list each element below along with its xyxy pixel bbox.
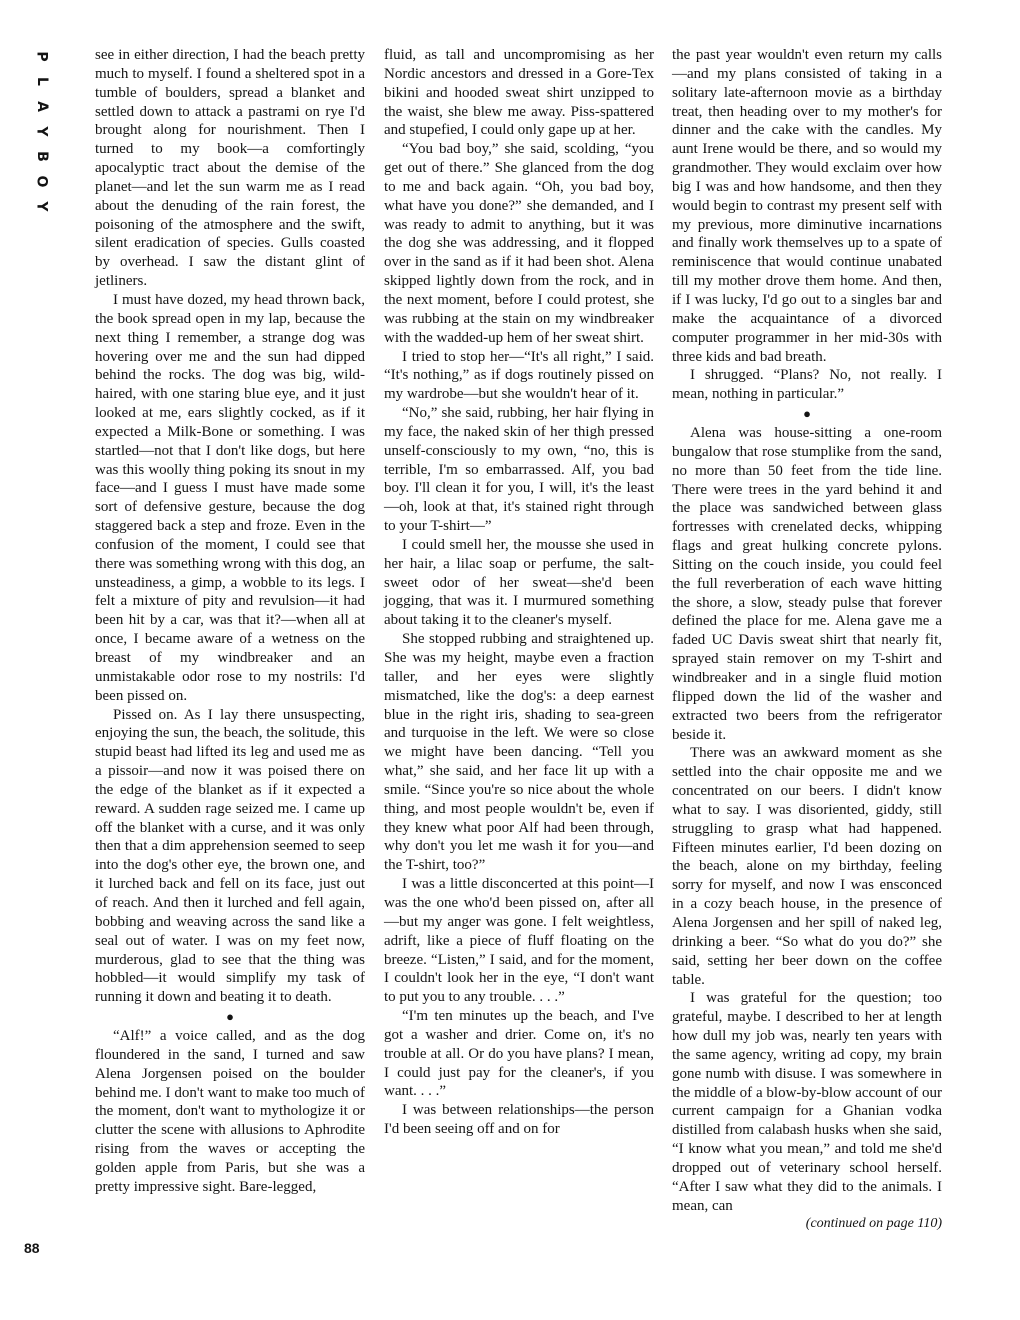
continued-note: (continued on page 110) (805, 1216, 942, 1232)
paragraph: I shrugged. “Plans? No, not really. I mean, nothing in particular.” (672, 367, 942, 403)
text-column-2 (384, 46, 654, 1139)
paragraph: fluid, as tall and uncompromising as her Nordic ancestors and dressed in a Gore-Tex bikini and hooded sweat shirt unzipped to the waist, she blew me away. Piss-spattered and stupefied, I could only gape up at her. (384, 47, 654, 139)
paragraph: “You bad boy,” she said, scolding, “you get out of there.” She glanced from the dog to me and back again. “Oh, you bad boy, what have you done?” she demanded, and I was ready to admit to anything, but it was the dog she was addressing, and it flopped over in the sand as if it had been shot. Alena skipped lightly down from the rock, and in the next moment, before I could protest, she was rubbing at the stain on my windbreaker with the wadded-up hem of her sweat shirt. (384, 141, 654, 346)
paragraph: There was an awkward moment as she settled into the chair opposite me and we concentrated on our beers. I didn't know what to say. I was disoriented, giddy, still struggling to grasp what had happened. Fifteen minutes earlier, I'd been dozing on the beach, alone on my birthday, feeling sorry for myself, and now I was ensconced in a cozy beach house, in the presence of Alena Jorgensen and her spill of naked leg, drinking a beer. “So what do you do?” she said, setting her beer down on the coffee table. (672, 745, 942, 988)
masthead-vertical (24, 44, 48, 219)
section-break-bullet: ● (803, 406, 811, 422)
paragraph: I must have dozed, my head thrown back, the book spread open in my lap, because the next thing I remember, a strange dog was hovering over me and the sun had dipped behind the rocks. The dog was big, wild-haired, with one staring blue eye, and it just looked at me, ears slightly cocked, as if it expected a Milk-Bone or something. I was startled—not that I don't like dogs, but here was this woolly thing poking its snout in my face—and I guess I must have made some sort of defensive gesture, because the dog staggered back a step and froze. Even in the confusion of the moment, I could see that there was something wrong with this dog, an unsteadiness, a gimp, a wobble to its legs. I felt a mixture of pity and revulsion—it had been hit by a car, was that it?—when all at once, I became aware of a wetness on the breast of my windbreaker and an unmistakable odor rose to my nostrils: I'd been pissed on. (95, 291, 365, 704)
masthead-letter: B (33, 151, 50, 162)
masthead-letter: O (33, 175, 50, 188)
paragraph: I was grateful for the question; too grateful, maybe. I described to her at length how dull my job was, nearly ten years with the same agency, writing ad copy, my brain gone numb with disuse. I was somewhere in the middle of a blow-by-blow account of our current campaign for a Ghanian vodka distilled from calabash husks when she said, “I know what you mean,” and told me she'd dropped out of veterinary school herself. “After I saw what they did to the animals. I mean, can (672, 990, 942, 1214)
paragraph: Pissed on. As I lay there unsuspecting, enjoying the sun, the beach, the solitude, this stupid beast had lifted its leg and used me as a pissoir—and now it was poised there on the edge of the blanket as if it expected a reward. A sudden rage seized me. I came up off the blanket with a curse, and it was only then that a dim apprehension seemed to seep into the dog's other eye, the brown one, and it lurched back and fell on its face, just out of reach. And then it lurched and fell again, bobbing and weaving across the sand like a seal out of water. I was on my feet now, murderous, glad to see that the thing was hobbled—it would simplify my task of running it down and beating it to death. (95, 706, 365, 1006)
masthead-letter: P (33, 51, 50, 62)
text-column-3 (672, 46, 942, 1234)
paragraph: She stopped rubbing and straightened up. She was my height, maybe even a fraction taller, and her eyes were slightly mismatched, like the dog's: a deep earnest blue in the right iris, shading to sea-green and turquoise in the left. We were so close we might have been dancing. “Tell you what,” she said, and her face lit up with a smile. “Since you're so nice about the whole thing, and most people wouldn't be, even if they knew what poor Alf had been through, why don't you let me wash it for you—and the T-shirt, too?” (384, 631, 654, 874)
paragraph: “Alf!” a voice called, and as the dog floundered in the sand, I turned and saw Alena Jorgensen poised on the boulder behind me. I don't want to make too much of the moment, don't want to mythologize it or clutter the scene with allusions to Aphrodite rising from the waves or accepting the golden apple from Paris, but she was a pretty impressive sight. Bare-legged, (95, 1028, 365, 1195)
section-break-bullet: ● (226, 1009, 234, 1025)
masthead-letter: Y (33, 126, 50, 137)
paragraph: I could smell her, the mousse she used in her hair, a lilac soap or perfume, the salt-sweet odor of her sweat—she'd been jogging, that was it. I murmured something about taking it to the cleaner's myself. (384, 536, 654, 629)
paragraph: “I'm ten minutes up the beach, and I've got a washer and drier. Come on, it's no trouble at all. Or do you have plans? I mean, I could just pay for the cleaner's, if you want. . . .” (384, 1008, 654, 1100)
paragraph: “No,” she said, rubbing, her hair flying in my face, the naked skin of her thigh pressed unself-consciously to my own, “no, this is terrible, I'm so embarrassed. Alf, you bad boy. I'll clean it for you, I will, it's the least—oh, look at that, it's stained right through to your T-shirt—” (384, 405, 654, 535)
masthead-letter: L (33, 77, 50, 86)
page-number: 88 (24, 1240, 40, 1256)
paragraph: Alena was house-sitting a one-room bungalow that rose stumplike from the sand, no more than 50 feet from the tide line. There were trees in the yard behind it and the place was sandwiched between glass fortresses with crenelated decks, whipping flags and great hulking concrete pylons. Sitting on the couch inside, you could feel the full reverberation of each wave hitting the shore, a slow, steady pulse that forever defined the place for me. Alena gave me a faded UC Davis sweat shirt that nearly fit, sprayed stain remover on my T-shirt and windbreaker and in a single fluid motion flipped down the lid of the washer and extracted two beers from the refrigerator beside it. (672, 425, 942, 743)
masthead-letter: Y (33, 201, 50, 212)
paragraph: I was between relationships—the person I'd been seeing off and on for (384, 1102, 654, 1138)
paragraph: I was a little disconcerted at this point—I was the one who'd been pissed on, after all—but my anger was gone. I felt weightless, adrift, like a piece of fluff floating on the breeze. “Listen,” I said, and for the moment, I couldn't look her in the eye, “I don't want to put you to any trouble. . . .” (384, 876, 654, 1006)
masthead-letter: A (33, 101, 50, 112)
paragraph: the past year wouldn't even return my calls—and my plans consisted of taking in a solitary late-afternoon movie as a birthday treat, then heading over to my mother's for dinner and the cake with the candles. My aunt Irene would be there, and so would my grandmother. They would exclaim over how big I was and how handsome, and then they would begin to contrast my present self with my previous, more diminutive incarnations and finally work themselves up to a spate of reminiscence that would continue unabated till my mother drove them home. And then, if I was lucky, I'd go out to a singles bar and make the acquaintance of a divorced computer programmer in her mid-30s with three kids and bad breath. (672, 47, 942, 365)
paragraph: see in either direction, I had the beach pretty much to myself. I found a sheltered spot in a tumble of boulders, spread a blanket and settled down to attack a pastrami on rye I'd brought along for nourishment. Then I turned to my book—a comfortingly apocalyptic tract about the demise of the planet—and let the sun warm me as I read about the denuding of the rain forest, the poisoning of the atmosphere and the swift, silent eradication of species. Gulls coasted by overhead. I saw the distant glint of jetliners. (95, 47, 365, 290)
paragraph: I tried to stop her—“It's all right,” I said. “It's nothing,” as if dogs routinely pissed on my wardrobe—but she wouldn't hear of it. (384, 348, 654, 403)
text-column-1 (95, 46, 365, 1197)
